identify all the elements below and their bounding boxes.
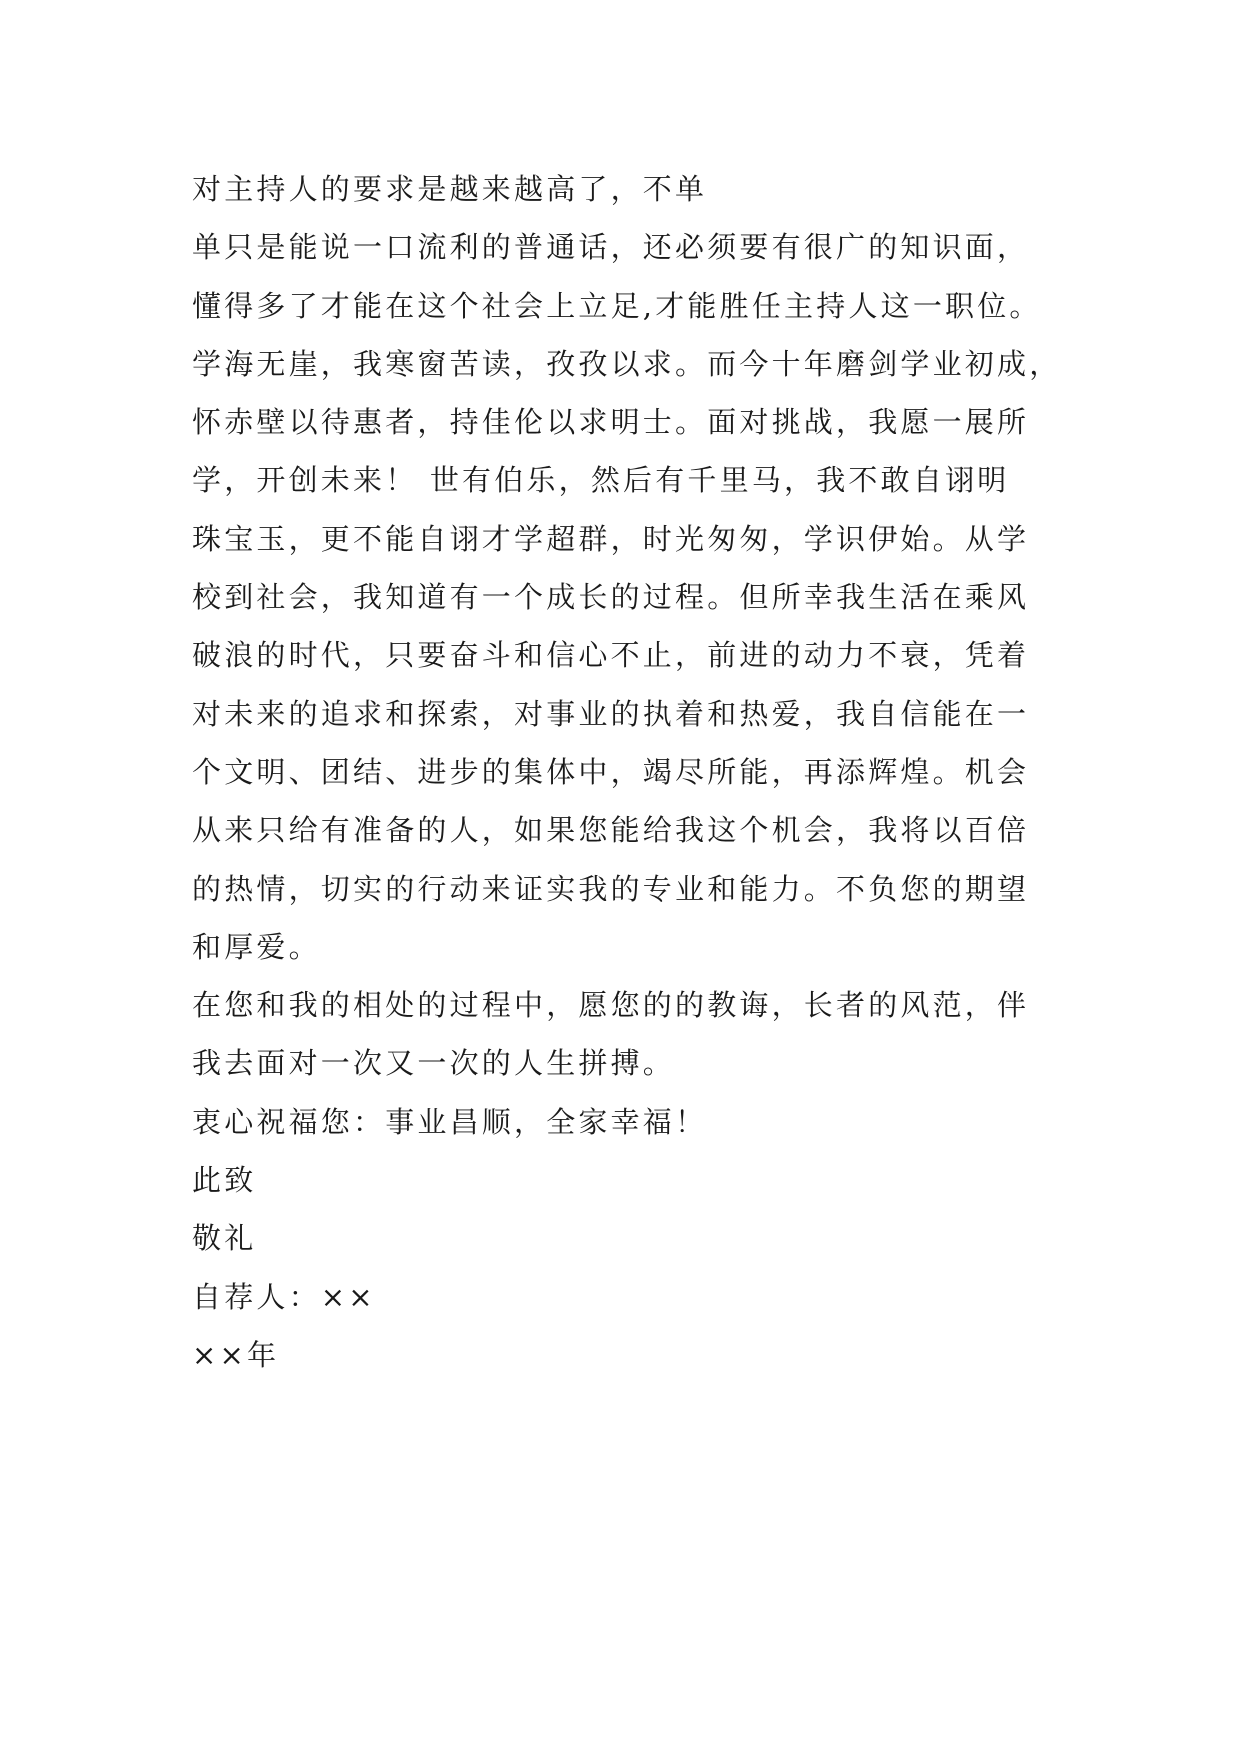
text-line: 在您和我的相处的过程中，愿您的的教诲，长者的风范，伴 <box>192 988 1030 1023</box>
text-line: 对未来的追求和探索，对事业的执着和热爱，我自信能在一 <box>192 696 1030 731</box>
signature-line: 自荐人：×× <box>192 1279 376 1314</box>
text-line: 破浪的时代，只要奋斗和信心不止，前进的动力不衰，凭着 <box>192 638 1030 673</box>
closing-line: 此致 <box>192 1163 257 1198</box>
text-line: 单只是能说一口流利的普通话，还必须要有很广的知识面， <box>192 230 1030 265</box>
letter-body <box>192 160 1092 1384</box>
text-line: 学海无崖，我寒窗苦读，孜孜以求。而今十年磨剑学业初成， <box>192 346 1062 381</box>
text-line: 和厚爱。 <box>192 929 321 964</box>
text-line: 从来只给有准备的人，如果您能给我这个机会，我将以百倍 <box>192 813 1030 848</box>
greeting-line: 衷心祝福您：事业昌顺，全家幸福！ <box>192 1104 708 1139</box>
text-line: 珠宝玉，更不能自诩才学超群，时光匆匆，学识伊始。从学 <box>192 521 1030 556</box>
text-line: 的热情，切实的行动来证实我的专业和能力。不负您的期望 <box>192 871 1030 906</box>
closing-salute: 敬礼 <box>192 1221 257 1256</box>
date-line: ××年 <box>192 1337 280 1372</box>
text-line: 校到社会，我知道有一个成长的过程。但所幸我生活在乘风 <box>192 580 1030 615</box>
text-line: 怀赤壁以待惠者，持佳伦以求明士。面对挑战，我愿一展所 <box>192 405 1030 440</box>
text-line: 我去面对一次又一次的人生拼搏。 <box>192 1046 676 1081</box>
text-line: 个文明、团结、进步的集体中，竭尽所能，再添辉煌。机会 <box>192 754 1030 789</box>
text-line: 学，开创未来！ 世有伯乐，然后有千里马，我不敢自诩明 <box>192 463 1010 498</box>
text-line: 对主持人的要求是越来越高了，不单 <box>192 172 708 206</box>
text-line: 懂得多了才能在这个社会上立足,才能胜任主持人这一职位。 <box>192 288 1042 323</box>
